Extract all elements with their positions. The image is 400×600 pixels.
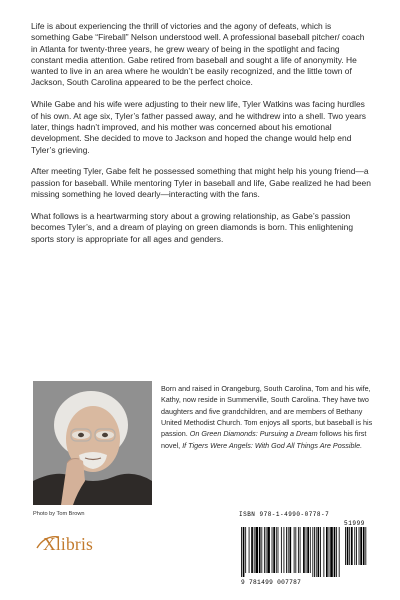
blurb-paragraph: While Gabe and his wife were adjusting to their new life, Tyler Watkins was facing hurdles of his own. At age six, Tyler’s father passed away, and he withdrew into a shell. Two years later, things hadn’t improved, and his mother was concerned about his emotional development. She decided to move to Jackson and hoped the change would help end Tyler’s grieving. <box>31 99 367 155</box>
bio-text: Born and raised in Orangeburg, South Carolina, Tom and his wife, Kathy, now reside in Summerville, South Carolina. They have two daughters and five grandchildren, and are members of Bethany United Methodist Church. Tom enjoys all sports, but baseball is his passion. <box>161 384 373 439</box>
author-portrait-image <box>33 381 152 505</box>
author-photo <box>33 381 152 505</box>
price-addon-digits: 51999 <box>344 520 366 527</box>
book-description <box>31 21 371 245</box>
publisher-logo <box>33 533 97 555</box>
barcode-panel <box>237 509 377 589</box>
blurb-paragraph: After meeting Tyler, Gabe felt he possessed something that might help his young friend—a passion for baseball. While mentoring Tyler in baseball and life, Gabe realized he had been missing something he loved dearly—interacting with the fans. <box>31 166 371 200</box>
blurb-paragraph: What follows is a heartwarming story about a growing relationship, as Gabe’s passion becomes Tyler’s, and a dream of playing on green diamonds is born. This enlightening sports story is appropriate for all ages and genders. <box>31 210 354 244</box>
barcode-image <box>239 527 377 579</box>
book-title-current: On Green Diamonds: Pursuing a Dream <box>189 429 318 439</box>
book-title-previous: If Tigers Were Angels: With God All Things Are Possible. <box>182 440 363 450</box>
blurb-paragraph: Life is about experiencing the thrill of victories and the agony of defeats, which is something Gabe “Fireball” Nelson understood well. A professional baseball pitcher/ coach in Atlanta for twenty-three years, he grew weary of being in the spotlight and facing constant media attention. Gabe retired from baseball and sought a life of anonymity. He wanted to live in an area where he wouldn’t be easily recognized, and the little town of Jackson, South Carolina appeared to be the perfect choice. <box>31 21 365 88</box>
isbn-label: ISBN 978-1-4990-0778-7 <box>239 511 330 518</box>
publisher-name: Xlibris <box>43 534 94 554</box>
ean-digits: 9 781499 007787 <box>241 579 302 586</box>
author-bio <box>161 383 378 451</box>
photo-credit: Photo by Tom Brown <box>33 511 85 517</box>
bio-text-continued: follows his first novel, <box>161 429 367 450</box>
